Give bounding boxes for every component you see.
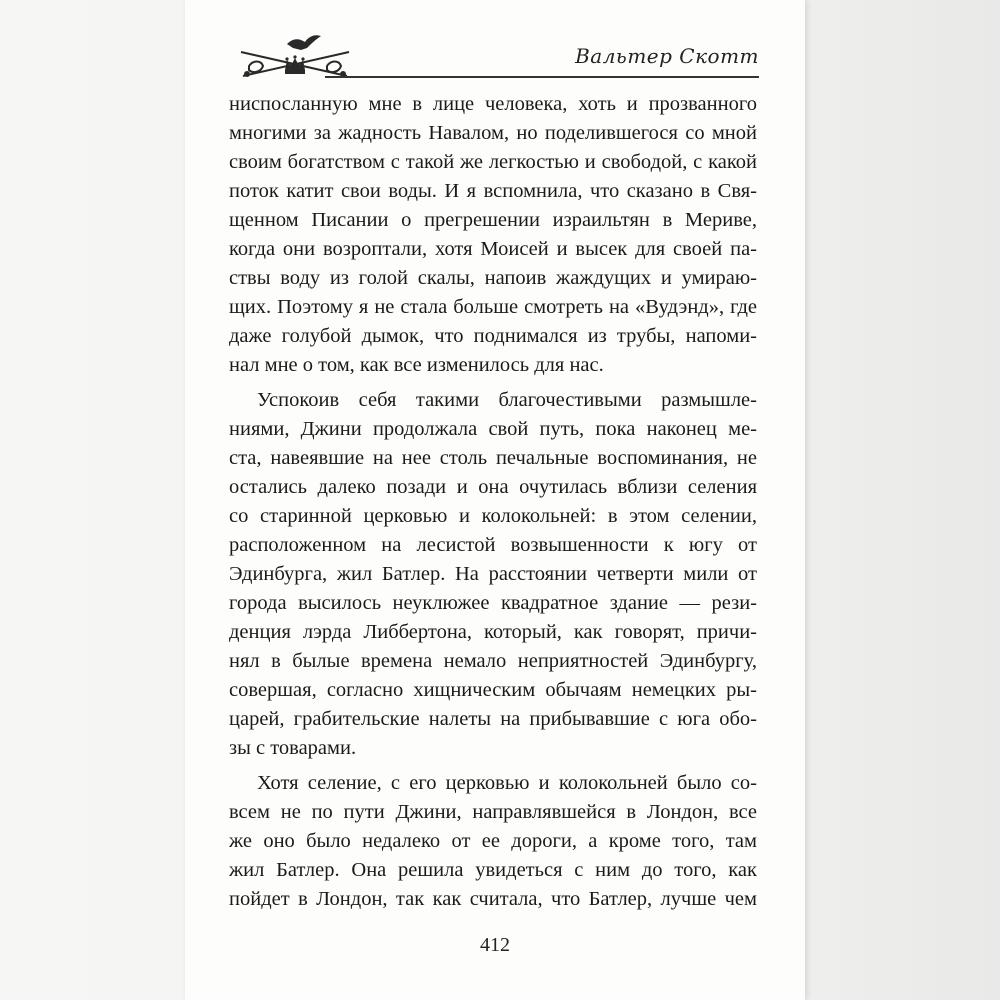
text-line: царей, грабительские налеты на прибывавшие с юга обо- (229, 708, 757, 730)
text-line: ниспосланную мне в лице человека, хоть и прозванного (229, 93, 757, 115)
text-line: ста, навеявшие на нее столь печальные воспоминания, не (229, 447, 757, 469)
text-line: даже голубой дымок, что поднимался из трубы, напоми- (229, 325, 757, 347)
text-line: денция лэрда Либбертона, который, как говорят, причи- (229, 621, 757, 643)
paragraph-3 (229, 769, 757, 914)
running-head-author: Вальтер Скотт (575, 44, 759, 68)
crossed-swords-crown-eagle-icon (235, 30, 355, 90)
text-line: нял в былые времена немало неприятностей Эдинбургу, (229, 650, 757, 672)
text-line: Хотя селение, с его церковью и колокольней было со- (257, 772, 757, 794)
text-line: города высилось неуклюжее квадратное здание — рези- (229, 592, 757, 614)
body-text (229, 90, 757, 914)
text-line: со старинной церковью и колокольней: в этом селении, (229, 505, 757, 527)
text-line: когда они возроптали, хотя Моисей и высек для своей па- (229, 238, 757, 260)
text-line: остались далеко позади и она очутилась вблизи селения (229, 476, 757, 498)
text-line: пойдет в Лондон, так как считала, что Батлер, лучше чем (229, 888, 757, 910)
text-line: щенном Писании о прегрешении израильтян в Мериве, (229, 209, 757, 231)
text-line: многими за жадность Навалом, но поделившегося со мной (229, 122, 757, 144)
book-page (185, 0, 805, 1000)
text-line: зы с товарами. (229, 737, 357, 759)
text-line: жил Батлер. Она решила увидеться с ним до того, как (229, 859, 757, 881)
header-rule (325, 76, 759, 78)
paragraph-2 (229, 386, 757, 763)
text-line: Эдинбурга, жил Батлер. На расстоянии четверти мили от (229, 563, 757, 585)
text-line: же оно было недалеко от ее дороги, а кроме того, там (229, 830, 757, 852)
paragraph-1 (229, 90, 757, 380)
text-line: расположенном на лесистой возвышенности к югу от (229, 534, 757, 556)
text-line: своим богатством с такой же легкостью и свободой, с какой (229, 151, 757, 173)
text-line: щих. Поэтому я не стала больше смотреть на «Вудэнд», где (229, 296, 757, 318)
text-line: Успокоив себя такими благочестивыми размышле- (257, 389, 757, 411)
text-line: нал мне о том, как все изменилось для нас. (229, 354, 604, 376)
text-line: ствы воду из голой скалы, напоив жаждущих и умираю- (229, 267, 757, 289)
text-line: ниями, Джини продолжала свой путь, пока наконец ме- (229, 418, 757, 440)
text-line: поток катит свои воды. И я вспомнила, что сказано в Свя- (229, 180, 757, 202)
page-number: 412 (480, 934, 510, 956)
text-line: всем не по пути Джини, направлявшейся в Лондон, все (229, 801, 757, 823)
text-line: совершая, согласно хищническим обычаям немецких ры- (229, 679, 757, 701)
